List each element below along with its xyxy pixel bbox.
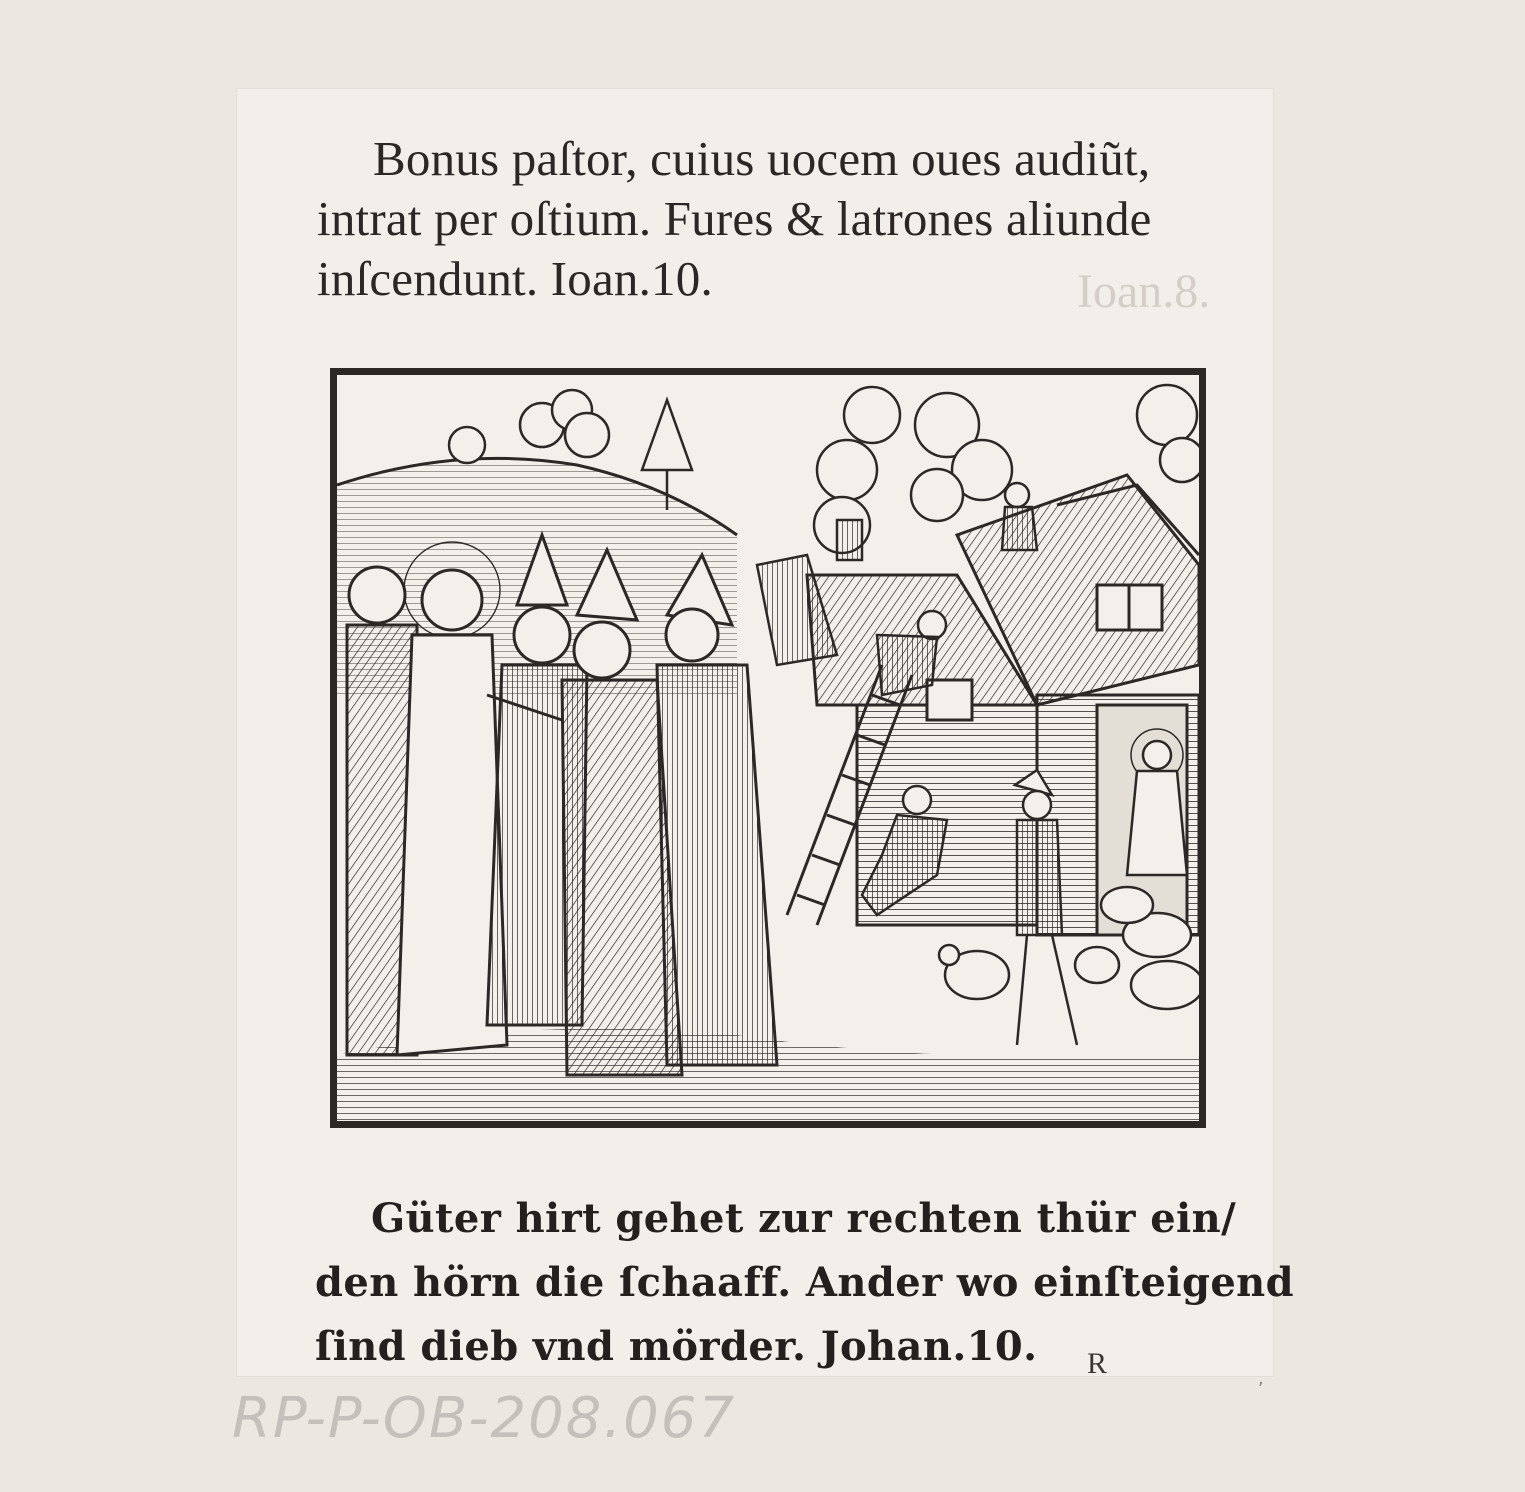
german-line: den hörn die ſchaaff. Ander wo einſteigend [315,1259,1295,1306]
print-leaf [237,89,1295,1380]
inventory-number: RP-P-OB-208.067 [232,1386,737,1451]
woodcut-illustration [330,368,1206,1128]
latin-line: inſcendunt. Ioan.10. [317,251,713,306]
show-through-text: Ioan.8. [1077,265,1211,318]
latin-caption [317,129,1247,309]
woodcut-scene [337,375,1199,1121]
german-caption [315,1187,1295,1379]
german-line: Güter hirt gehet zur rechten thür ein/ [371,1195,1237,1242]
latin-line: Bonus paſtor, cuius uocem oues audiũt, [373,131,1151,186]
corner-mark: , [1258,1368,1264,1389]
german-line: ſind dieb vnd mörder. Johan.10. [315,1323,1038,1370]
latin-line: intrat per oſtium. Fures & latrones aliunde [317,191,1152,246]
catchword: R [1087,1347,1108,1380]
